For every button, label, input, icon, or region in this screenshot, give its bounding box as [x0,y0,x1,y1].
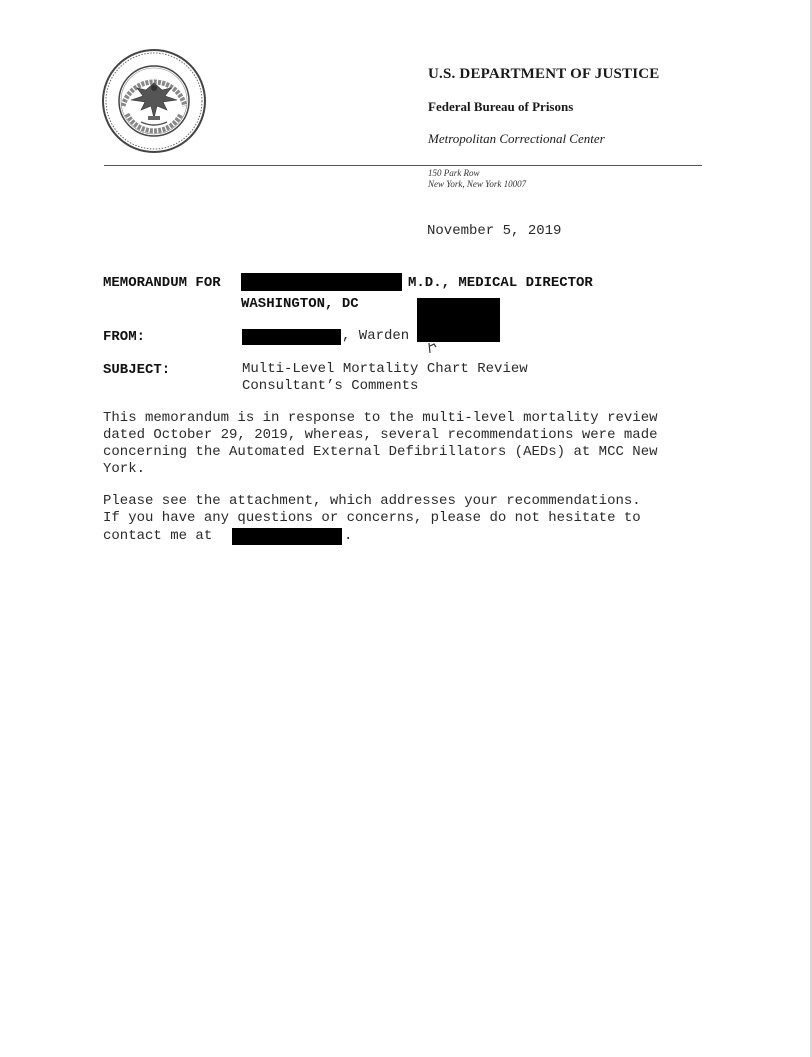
signature-mark-icon [428,342,437,354]
subject-label: SUBJECT: [103,362,171,378]
from-title: , Warden [342,328,410,344]
from-label: FROM: [103,329,146,345]
memo-for-label: MEMORANDUM FOR [103,275,221,291]
body-paragraph-2-line: contact me at [103,528,213,544]
doj-seal-icon [101,48,207,154]
body-paragraph-2-end: . [344,528,353,544]
body-paragraph-2-line: If you have any questions or concerns, please do not hesitate to [103,510,641,526]
body-paragraph-1-line: This memorandum is in response to the multi-level mortality review [103,410,658,426]
body-paragraph-2-line: Please see the attachment, which addresses your recommendations. [103,493,641,509]
subject-line-1: Multi-Level Mortality Chart Review [242,361,528,377]
department-name: U.S. DEPARTMENT OF JUSTICE [428,66,660,82]
redaction-recipient-name [241,273,402,291]
body-paragraph-1-line: dated October 29, 2019, whereas, several recommendations were made [103,427,658,443]
facility-name: Metropolitan Correctional Center [428,131,605,146]
body-paragraph-1-line: York. [103,461,146,477]
body-paragraph-1-line: concerning the Automated External Defibrillators (AEDs) at MCC New [103,444,658,460]
bureau-name: Federal Bureau of Prisons [428,99,574,114]
redaction-contact [232,528,342,545]
redaction-sender-name [242,329,341,345]
subject-line-2: Consultant’s Comments [242,378,419,394]
address-city: New York, New York 10007 [428,179,527,189]
redaction-signature [417,298,500,342]
letterhead-divider [104,165,702,166]
memo-date: November 5, 2019 [427,223,562,239]
address-street: 150 Park Row [428,168,480,178]
memo-for-location: WASHINGTON, DC [241,296,359,312]
memo-for-title: M.D., MEDICAL DIRECTOR [408,275,593,291]
